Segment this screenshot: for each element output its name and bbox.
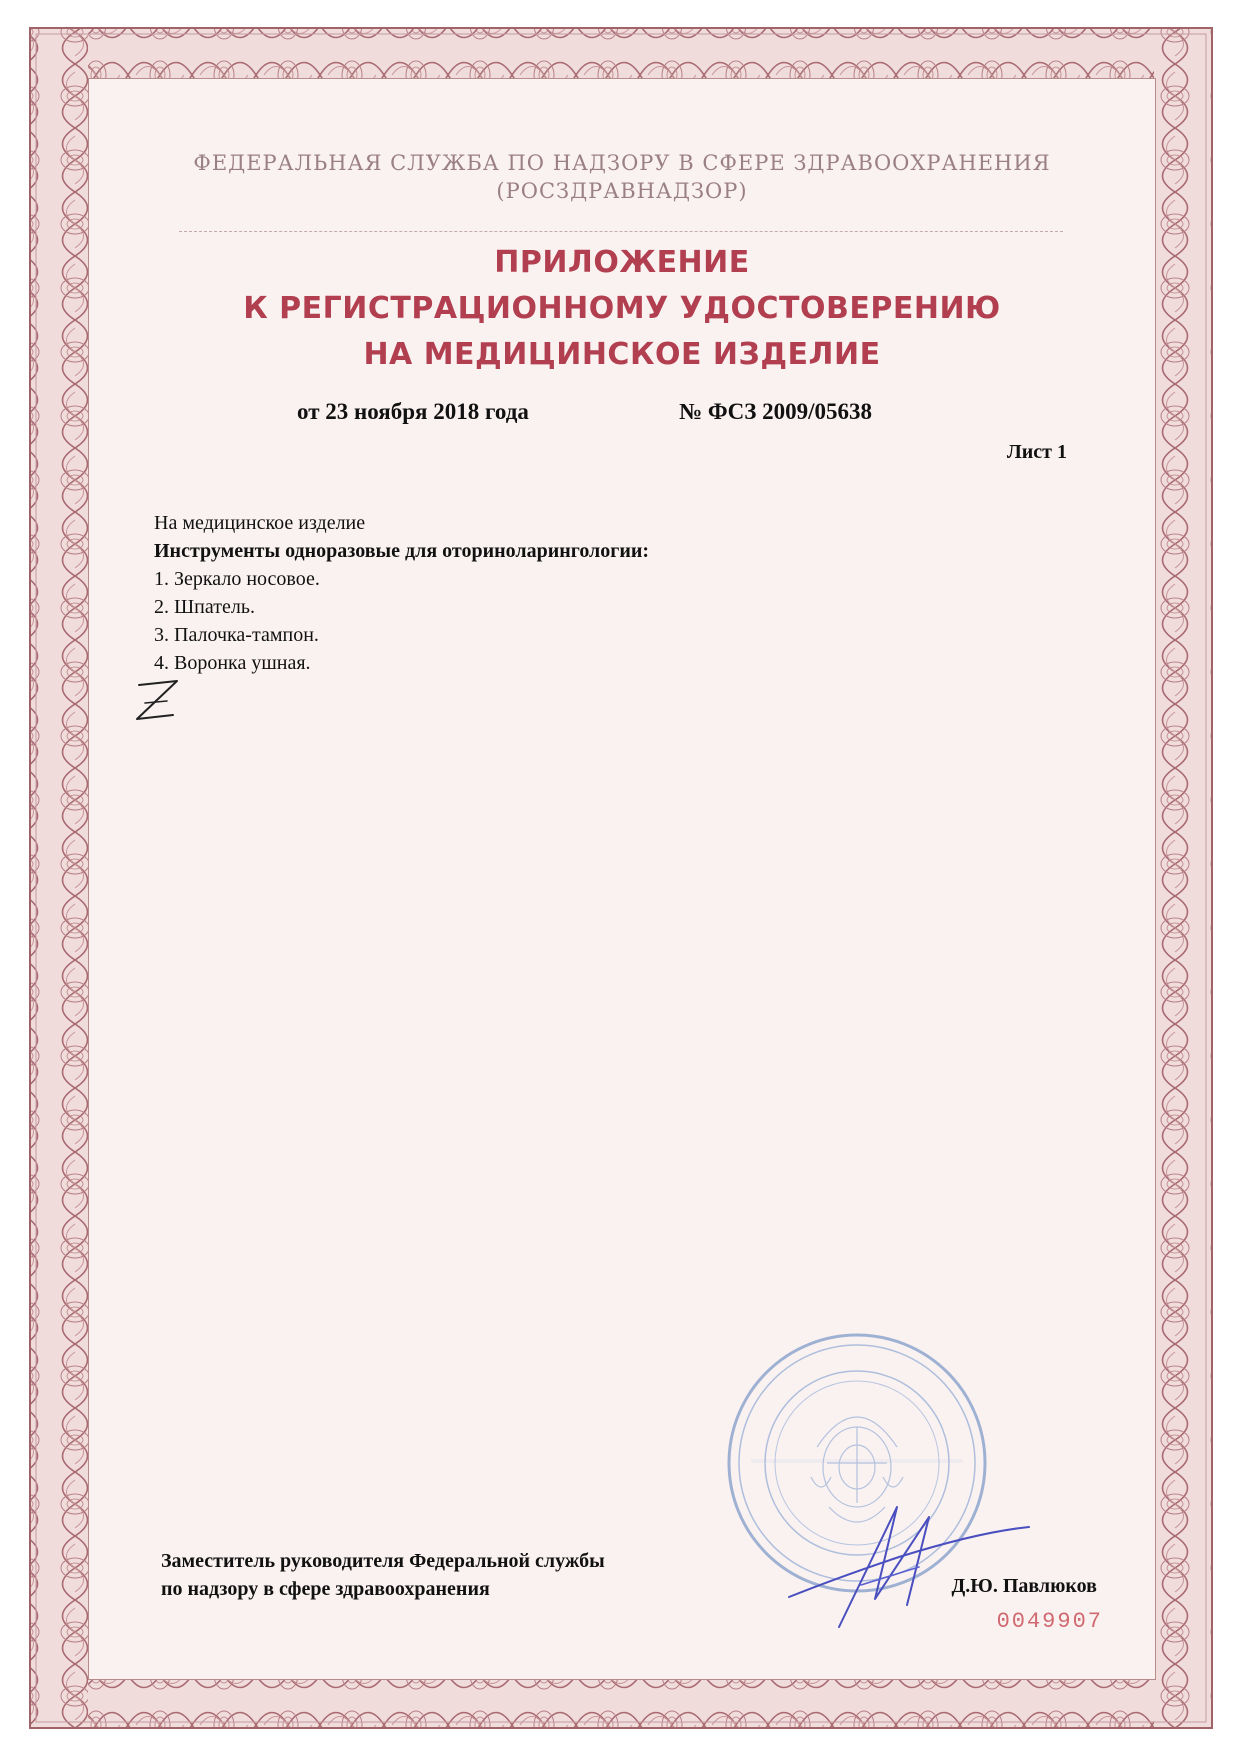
certificate-number: № ФСЗ 2009/05638 xyxy=(679,399,873,424)
signatory-position-line2: по надзору в сфере здравоохранения xyxy=(161,1578,490,1600)
issuer-abbreviation: (РОСЗДРАВНАДЗОР) xyxy=(496,179,748,203)
content-area xyxy=(88,78,1156,1680)
product-name: Инструменты одноразовые для оториноларингологии: xyxy=(154,540,650,562)
signatory-name: Д.Ю. Павлюков xyxy=(951,1575,1097,1597)
document-title-line2: К РЕГИСТРАЦИОННОМУ УДОСТОВЕРЕНИЮ xyxy=(243,291,1001,326)
list-item: 4. Воронка ушная. xyxy=(154,652,311,674)
signatory-position-line1: Заместитель руководителя Федеральной службы xyxy=(161,1550,605,1572)
issuer-name: ФЕДЕРАЛЬНАЯ СЛУЖБА ПО НАДЗОРУ В СФЕРЕ ЗДРАВООХРАНЕНИЯ xyxy=(193,151,1051,175)
handwritten-initials xyxy=(127,675,197,735)
list-item: 1. Зеркало носовое. xyxy=(154,568,320,590)
header-divider xyxy=(179,231,1063,232)
signatory-position xyxy=(161,1547,605,1603)
body-intro: На медицинское изделие xyxy=(154,512,366,534)
sheet-number: Лист 1 xyxy=(1006,441,1067,463)
list-item: 2. Шпатель. xyxy=(154,596,255,618)
list-item: 3. Палочка-тампон. xyxy=(154,624,319,646)
document-title-line1: ПРИЛОЖЕНИЕ xyxy=(494,245,750,280)
document-body xyxy=(154,509,649,677)
document-title-line3: НА МЕДИЦИНСКОЕ ИЗДЕЛИЕ xyxy=(363,337,881,372)
form-serial-number: 0049907 xyxy=(996,1609,1103,1634)
issue-date: от 23 ноября 2018 года xyxy=(297,399,529,424)
